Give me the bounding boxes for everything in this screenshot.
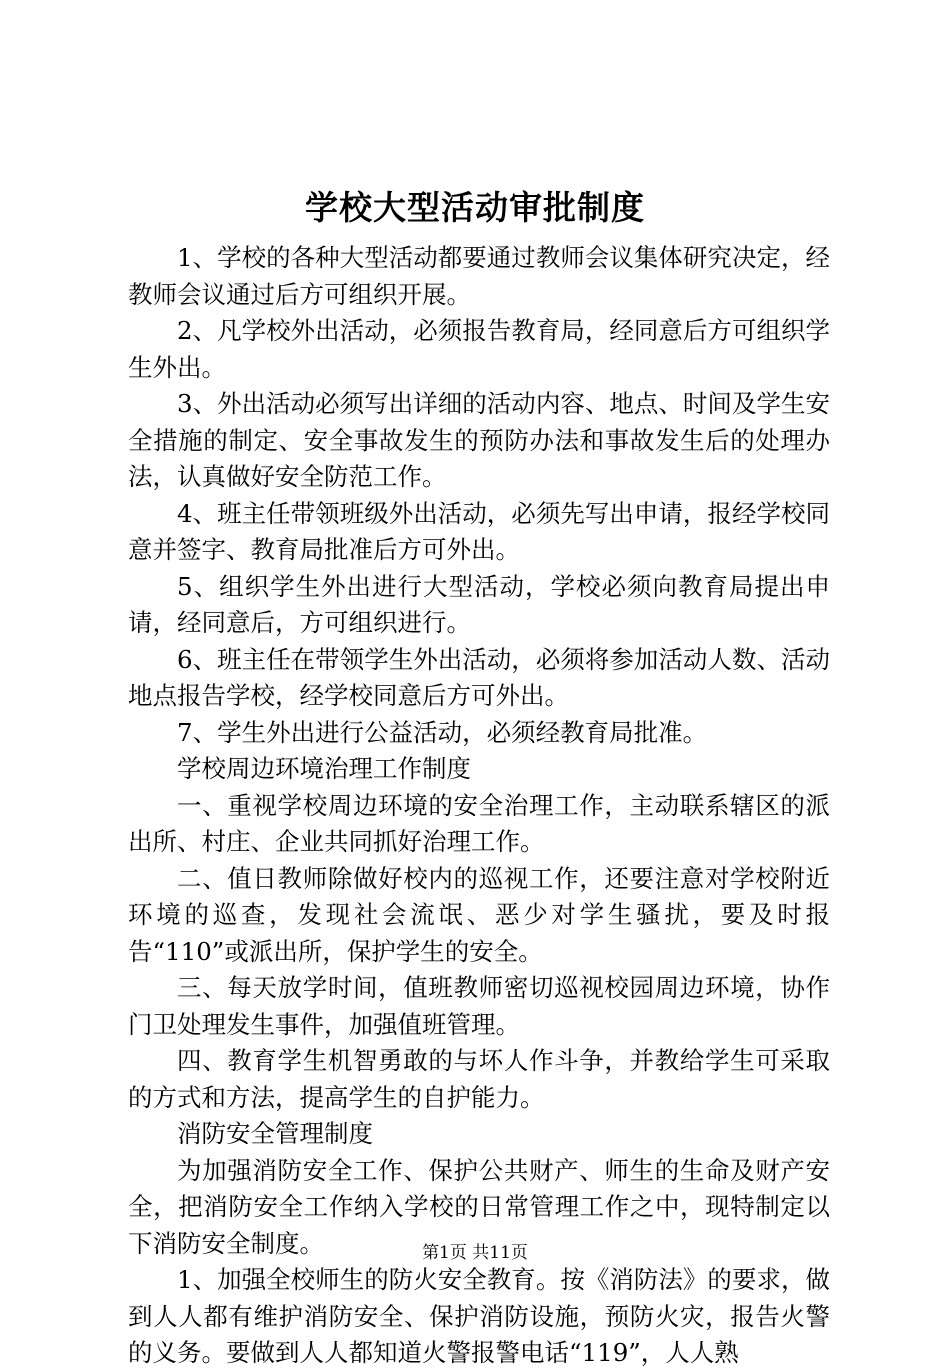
- paragraph: 1、加强全校师生的防火安全教育。按《消防法》的要求，做到人人都有维护消防安全、保护消防设施，预防火灾，报告火警的义务。要做到人人都知道火警报警电话“119”，人人熟: [128, 1265, 830, 1367]
- paragraph: 三、每天放学时间，值班教师密切巡视校园周边环境，协作门卫处理发生事件，加强值班管理。: [128, 973, 830, 1039]
- document-body: [128, 240, 830, 1372]
- paragraph: 一、重视学校周边环境的安全治理工作，主动联系辖区的派出所、村庄、企业共同抓好治理工作。: [128, 790, 830, 856]
- paragraph: 2、凡学校外出活动，必须报告教育局，经同意后方可组织学生外出。: [128, 316, 830, 382]
- paragraph: 3、外出活动必须写出详细的活动内容、地点、时间及学生安全措施的制定、安全事故发生的预防办法和事故发生后的处理办法，认真做好安全防范工作。: [128, 389, 830, 491]
- paragraph: 7、学生外出进行公益活动，必须经教育局批准。: [177, 717, 708, 747]
- paragraph: 四、教育学生机智勇敢的与坏人作斗争，并教给学生可采取的方式和方法，提高学生的自护能力。: [128, 1046, 830, 1112]
- paragraph: 4、班主任带领班级外出活动，必须先写出申请，报经学校同意并签字、教育局批准后方可外出。: [128, 498, 830, 564]
- paragraph: 5、组织学生外出进行大型活动，学校必须向教育局提出申请，经同意后，方可组织进行。: [128, 571, 830, 637]
- page-number-footer: 第1页 共11页: [422, 1243, 528, 1263]
- section-heading: 学校周边环境治理工作制度: [177, 754, 471, 783]
- paragraph: 为加强消防安全工作、保护公共财产、师生的生命及财产安全，把消防安全工作纳入学校的日常管理工作之中，现特制定以下消防安全制度。: [128, 1155, 830, 1258]
- section-heading: 消防安全管理制度: [177, 1119, 373, 1148]
- paragraph: 1、学校的各种大型活动都要通过教师会议集体研究决定，经教师会议通过后方可组织开展。: [128, 243, 830, 309]
- document-title: 学校大型活动审批制度: [305, 188, 645, 227]
- paragraph: 二、值日教师除做好校内的巡视工作，还要注意对学校附近环境的巡查，发现社会流氓、恶少对学生骚扰，要及时报告“110”或派出所，保护学生的安全。: [128, 863, 830, 966]
- paragraph: 6、班主任在带领学生外出活动，必须将参加活动人数、活动地点报告学校，经学校同意后方可外出。: [128, 644, 830, 710]
